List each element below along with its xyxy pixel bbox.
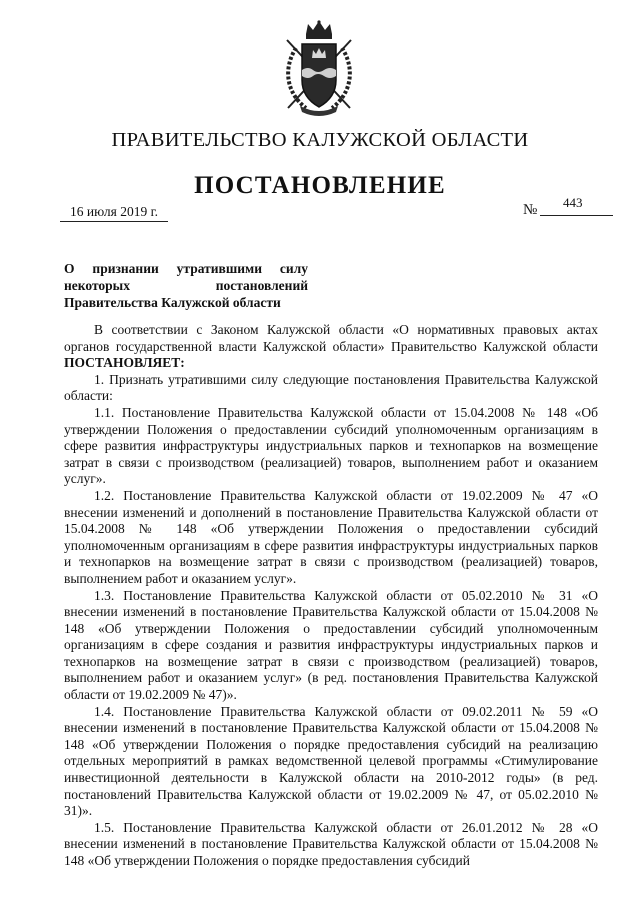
document-type-heading: ПОСТАНОВЛЕНИЕ	[194, 172, 446, 199]
document-body	[64, 322, 598, 870]
number-underline	[540, 215, 613, 216]
document-date-field	[60, 204, 168, 222]
resolution-keyword: ПОСТАНОВЛЯЕТ:	[64, 355, 185, 371]
document-date: 16 июля 2019 г.	[70, 204, 158, 219]
kaluga-coat-of-arms-icon	[278, 18, 360, 118]
date-underline	[60, 221, 168, 222]
clause-1-5: 1.5. Постановление Правительства Калужской области от 26.01.2012 № 28 «О внесении изменений в постановление Правительства Калужской области от 15.04.2008 № 148 «Об утверждении Положения о порядке предоставления субсидий	[64, 819, 598, 868]
document-number: 443	[563, 195, 583, 210]
intro-paragraph	[64, 322, 598, 372]
government-title: ПРАВИТЕЛЬСТВО КАЛУЖСКОЙ ОБЛАСТИ	[111, 129, 529, 151]
clause-1-2: 1.2. Постановление Правительства Калужской области от 19.02.2009 № 47 «О внесении изменений и дополнений в постановление Правительства Калужской области от 15.04.2008 № 148 «Об утверждении Положения о предоставлении субсидий уполномоченным организациям в сфере развития инфраструктуры индустриальных парков и технопарков на возмещение затрат в связи с производством (реализацией) товаров, выполнением работ и оказанием услуг».	[64, 487, 598, 586]
intro-text: В соответствии с Законом Калужской области «О нормативных правовых актах органов государственной власти Калужской области» Правительство Калужской области	[64, 322, 598, 354]
number-sign: №	[523, 202, 538, 218]
clause-1-1: 1.1. Постановление Правительства Калужской области от 15.04.2008 № 148 «Об утверждении Положения о предоставлении субсидий уполномоченным организациям в сфере развития инфраструктуры индустриальных парков и технопарков на возмещение затрат в связи с производством (реализацией) товаров, выполнением работ и оказанием услуг».	[64, 404, 598, 487]
clause-1: 1. Признать утратившими силу следующие постановления Правительства Калужской области:	[64, 371, 598, 404]
clause-1-4: 1.4. Постановление Правительства Калужской области от 09.02.2011 № 59 «О внесении изменений в постановление Правительства Калужской области от 15.04.2008 № 148 «Об утверждении Положения о порядке предоставления субсидий на реализацию отдельных мероприятий в рамках ведомственной целевой программы «Стимулирование инвестиционной деятельности в Калужской области на 2010-2012 годы» (в ред. постановлений Правительства Калужской области от 19.02.2009 № 47, от 05.02.2010 № 31)».	[64, 703, 598, 819]
clause-1-3: 1.3. Постановление Правительства Калужской области от 05.02.2010 № 31 «О внесении изменений в постановление Правительства Калужской области от 15.04.2008 № 148 «Об утверждении Положения о предоставлении субсидий уполномоченным организациям в сфере создания и развития инфраструктуры индустриальных парков и технопарков на возмещение затрат в связи с производством (реализацией) товаров, выполнением работ и оказанием услуг» (в ред. постановления Правительства Калужской области от 19.02.2009 № 47)».	[64, 587, 598, 703]
document-number-field	[523, 195, 613, 218]
document-subject: О признании утратившими силу некоторых постановлений Правительства Калужской области	[64, 261, 308, 310]
